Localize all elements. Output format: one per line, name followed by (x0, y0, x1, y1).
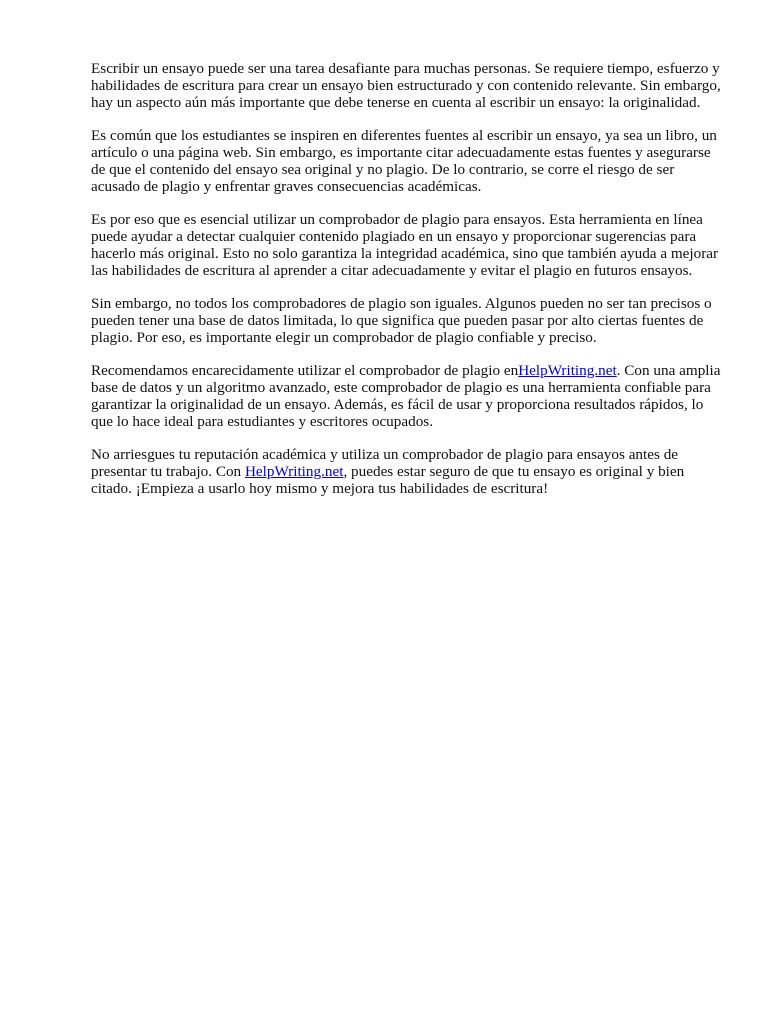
cta-text-after: , puedes estar seguro de que tu ensayo es original y bien citado. ¡Empieza a usarlo hoy mismo y mejora tus habilidades de escritura! (91, 463, 685, 497)
paragraph-call-to-action (91, 446, 723, 497)
helpwriting-link[interactable]: HelpWriting.net (518, 362, 617, 379)
paragraph-sources: Es común que los estudiantes se inspiren en diferentes fuentes al escribir un ensayo, ya sea un libro, un artículo o una página web. Sin embargo, es importante citar adecuadamente estas fuentes y asegurarse de que el contenido del ensayo sea original y no plagio. De lo contrario, se corre el riesgo de ser acusado de plagio y enfrentar graves consecuencias académicas. (91, 127, 717, 195)
paragraph-intro: Escribir un ensayo puede ser una tarea desafiante para muchas personas. Se requiere tiempo, esfuerzo y habilidades de escritura para crear un ensayo bien estructurado y con contenido relevante. Sin embargo, hay un aspecto aún más importante que debe tenerse en cuenta al escribir un ensayo: la originalidad. (91, 60, 721, 111)
recommendation-text-after: . Con una amplia base de datos y un algoritmo avanzado, este comprobador de plagio es una herramienta confiable para garantizar la originalidad de un ensayo. Además, es fácil de usar y proporciona resultados rápidos, lo que lo hace ideal para estudiantes y escritores ocupados. (91, 362, 721, 430)
paragraph-checker-quality: Sin embargo, no todos los comprobadores de plagio son iguales. Algunos pueden no ser tan precisos o pueden tener una base de datos limitada, lo que significa que pueden pasar por alto ciertas fuentes de plagio. Por eso, es importante elegir un comprobador de plagio confiable y preciso. (91, 295, 712, 346)
paragraph-recommendation (91, 362, 723, 430)
recommendation-text-before: Recomendamos encarecidamente utilizar el comprobador de plagio en (91, 362, 519, 379)
helpwriting-link-2[interactable]: HelpWriting.net (244, 463, 344, 480)
cta-text-before: No arriesgues tu reputación académica y utiliza un comprobador de plagio para ensayos antes de presentar tu trabajo. Con (91, 446, 679, 480)
paragraph-checker-importance: Es por eso que es esencial utilizar un comprobador de plagio para ensayos. Esta herramienta en línea puede ayudar a detectar cualquier contenido plagiado en un ensayo y proporcionar sugerencias para hacerlo más original. Esto no solo garantiza la integridad académica, sino que también ayuda a mejorar las habilidades de escritura al aprender a citar adecuadamente y evitar el plagio en futuros ensayos. (91, 211, 719, 279)
document-body (91, 60, 723, 513)
